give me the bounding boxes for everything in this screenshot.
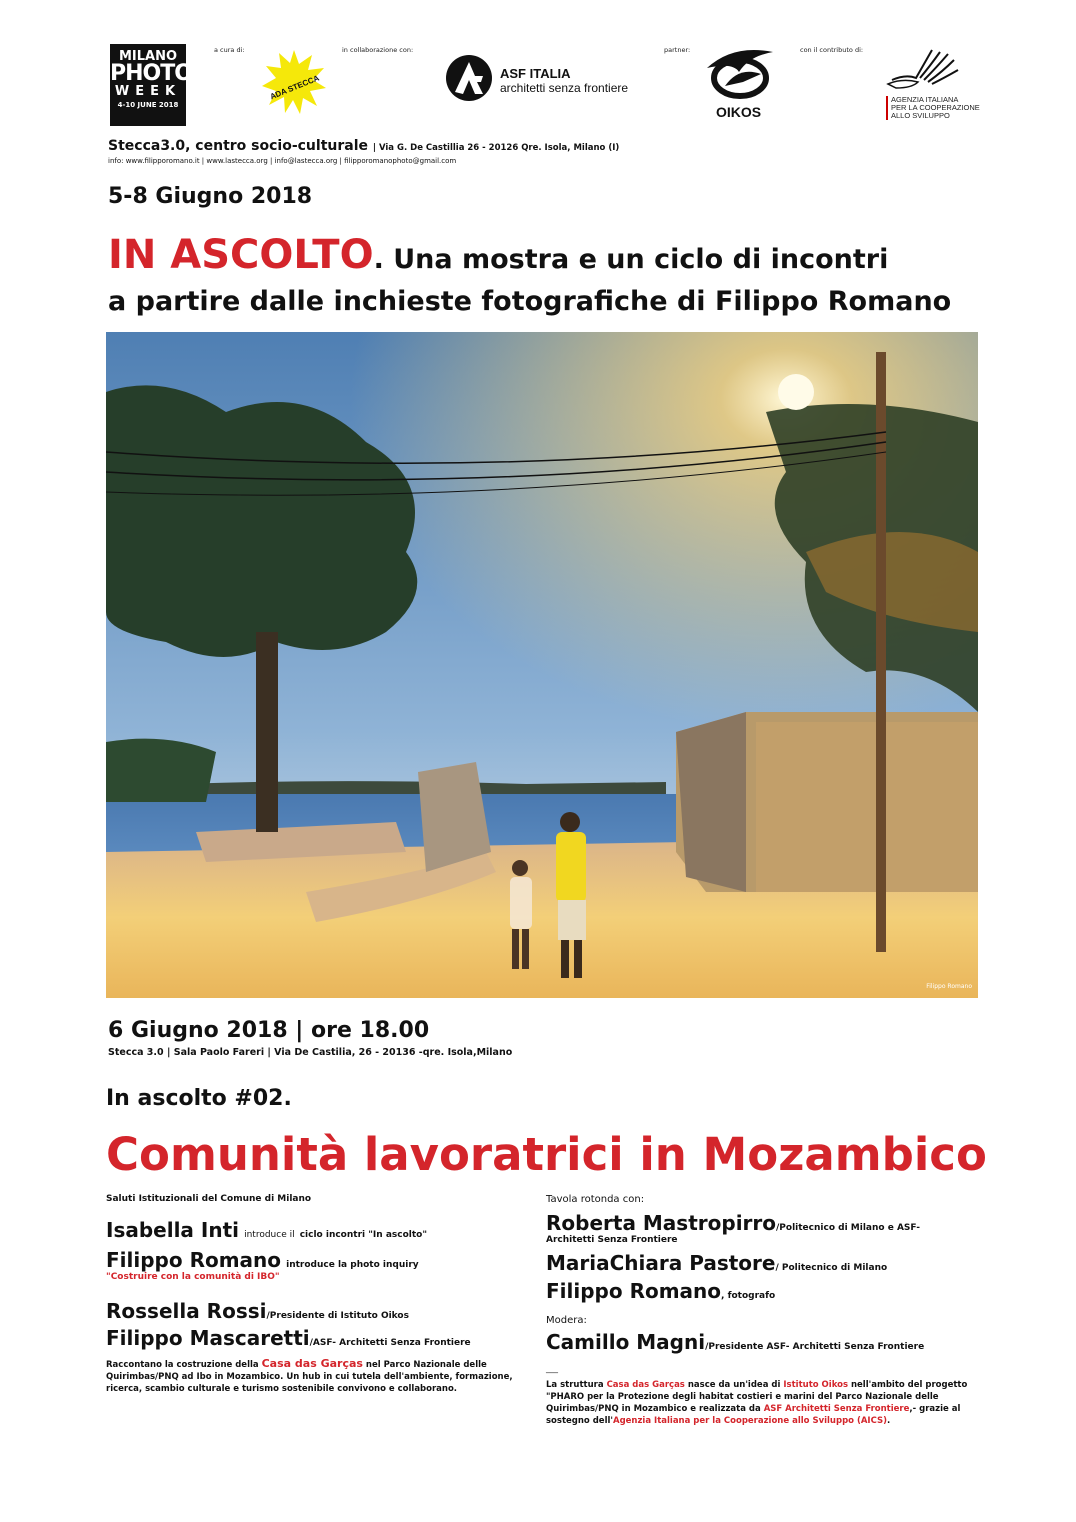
venue-address: | Via G. De Castillia 26 - 20126 Qre. Isola, Milano (I) xyxy=(372,143,620,153)
panelist-2 xyxy=(546,1251,986,1275)
speaker-3-name: Rossella Rossi xyxy=(106,1299,267,1323)
ada-stecca-logo xyxy=(262,50,326,114)
panelist-1-role: /Politecnico di Milano e ASF- xyxy=(776,1223,921,1233)
speaker-4 xyxy=(106,1327,536,1354)
venue-info-links: info: www.filipporomano.it | www.lastecca.org | info@lastecca.org | filipporomanophoto@gmail.com xyxy=(108,157,457,165)
tavola-label: Tavola rotonda con: xyxy=(546,1194,645,1205)
speaker-2-role: introduce la photo inquiry xyxy=(286,1260,419,1270)
exhibition-photo xyxy=(106,332,978,998)
aics-dove-logo-icon xyxy=(882,44,968,94)
right-note: La struttura Casa das Garças nasce da un'idea di Istituto Oikos nell'ambito del progetto "PHARO per la Protezione degli habitat costieri e marini del Parco Nazionale delle Quirimbas/PNQ in Mozambico e realizzata da ASF Architetti Senza Frontiere,- grazie al sostegno dell'Agenzia Italiana per la Cooperazione allo Sviluppo (AICS). xyxy=(546,1380,968,1426)
label-collaborazione: in collaborazione con: xyxy=(342,46,414,54)
oikos-logo-icon xyxy=(703,46,777,106)
moderator-name: Camillo Magni xyxy=(546,1330,706,1354)
event-date: 6 Giugno 2018 | ore 18.00 xyxy=(108,1018,430,1043)
saluti-text: Saluti Istituzionali del Comune di Milano xyxy=(106,1194,312,1204)
right-column xyxy=(546,1194,986,1427)
speaker-3-role: /Presidente di Istituto Oikos xyxy=(266,1311,409,1321)
venue-name: Stecca3.0, centro socio-culturale xyxy=(108,138,369,154)
title-in-ascolto: IN ASCOLTO xyxy=(108,232,374,278)
oikos-name: OIKOS xyxy=(716,104,762,120)
speaker-2-quote: "Costruire con la comunità di IBO" xyxy=(106,1272,280,1282)
label-partner: partner: xyxy=(664,46,691,54)
panelist-3 xyxy=(546,1279,986,1303)
speaker-2 xyxy=(106,1248,536,1272)
label-a-cura-di: a cura di: xyxy=(214,46,245,54)
title-line2: a partire dalle inchieste fotografiche di Filippo Romano xyxy=(108,286,952,317)
speaker-3 xyxy=(106,1300,536,1327)
asf-italia-name: ASF ITALIA xyxy=(500,66,571,81)
panelist-1-role2: Architetti Senza Frontiere xyxy=(546,1235,678,1245)
event-venue: Stecca 3.0 | Sala Paolo Fareri | Via De Castilia, 26 - 20136 -qre. Isola,Milano xyxy=(108,1047,513,1058)
asf-italia-logo-icon xyxy=(445,54,493,102)
speaker-2-name: Filippo Romano xyxy=(106,1248,282,1272)
left-column xyxy=(106,1194,536,1395)
panelist-1 xyxy=(546,1211,986,1235)
speaker-1 xyxy=(106,1218,536,1242)
speaker-4-name: Filippo Mascaretti xyxy=(106,1326,310,1350)
exhibition-dates: 5-8 Giugno 2018 xyxy=(108,184,313,209)
title-rest: . Una mostra e un ciclo di incontri xyxy=(373,244,889,275)
speaker-1-role-a: introduce il xyxy=(244,1230,295,1240)
panelist-3-name: Filippo Romano xyxy=(546,1279,722,1303)
label-contributo: con il contributo di: xyxy=(800,46,864,54)
milano-photo-week-logo: MILANO PHOTO WEEK 4-10 JUNE 2018 xyxy=(110,44,186,126)
speaker-1-name: Isabella Inti xyxy=(106,1218,239,1242)
exhibition-title xyxy=(108,232,888,278)
panelist-2-name: MariaChiara Pastore xyxy=(546,1251,776,1275)
left-paragraph: Raccontano la costruzione della Casa das Garças nel Parco Nazionale delle Quirimbas/PNQ ad Ibo in Mozambico. Un hub in cui tutela dell'ambiente, formazione, ricerca, scambio culturale e turismo sostenibile convivono e collaborano. xyxy=(106,1357,513,1394)
speaker-1-role-b: ciclo incontri "In ascolto" xyxy=(299,1230,428,1240)
event-series: In ascolto #02. xyxy=(106,1086,292,1111)
casa-das-garcas-link: Casa das Garças xyxy=(261,1357,363,1370)
event-title: Comunità lavoratrici in Mozambico xyxy=(106,1128,987,1181)
moderator-role: /Presidente ASF- Architetti Senza Frontiere xyxy=(705,1342,925,1352)
modera-label: Modera: xyxy=(546,1315,587,1326)
ada-stecca-text: ADA STECCA xyxy=(268,73,321,102)
moderator xyxy=(546,1330,986,1354)
panelist-3-role: , fotografo xyxy=(721,1291,776,1301)
photo-credit: Filippo Romano xyxy=(926,983,972,990)
speaker-4-role: /ASF- Architetti Senza Frontiere xyxy=(309,1338,471,1348)
venue-line xyxy=(108,138,619,154)
aics-text: AGENZIA ITALIANA PER LA COOPERAZIONE ALLO SVILUPPO xyxy=(886,96,980,120)
divider-dash: ___ xyxy=(546,1364,558,1373)
panelist-2-role: / Politecnico di Milano xyxy=(775,1263,888,1273)
panelist-1-name: Roberta Mastropirro xyxy=(546,1211,777,1235)
asf-italia-sub: architetti senza frontiere xyxy=(500,81,629,95)
